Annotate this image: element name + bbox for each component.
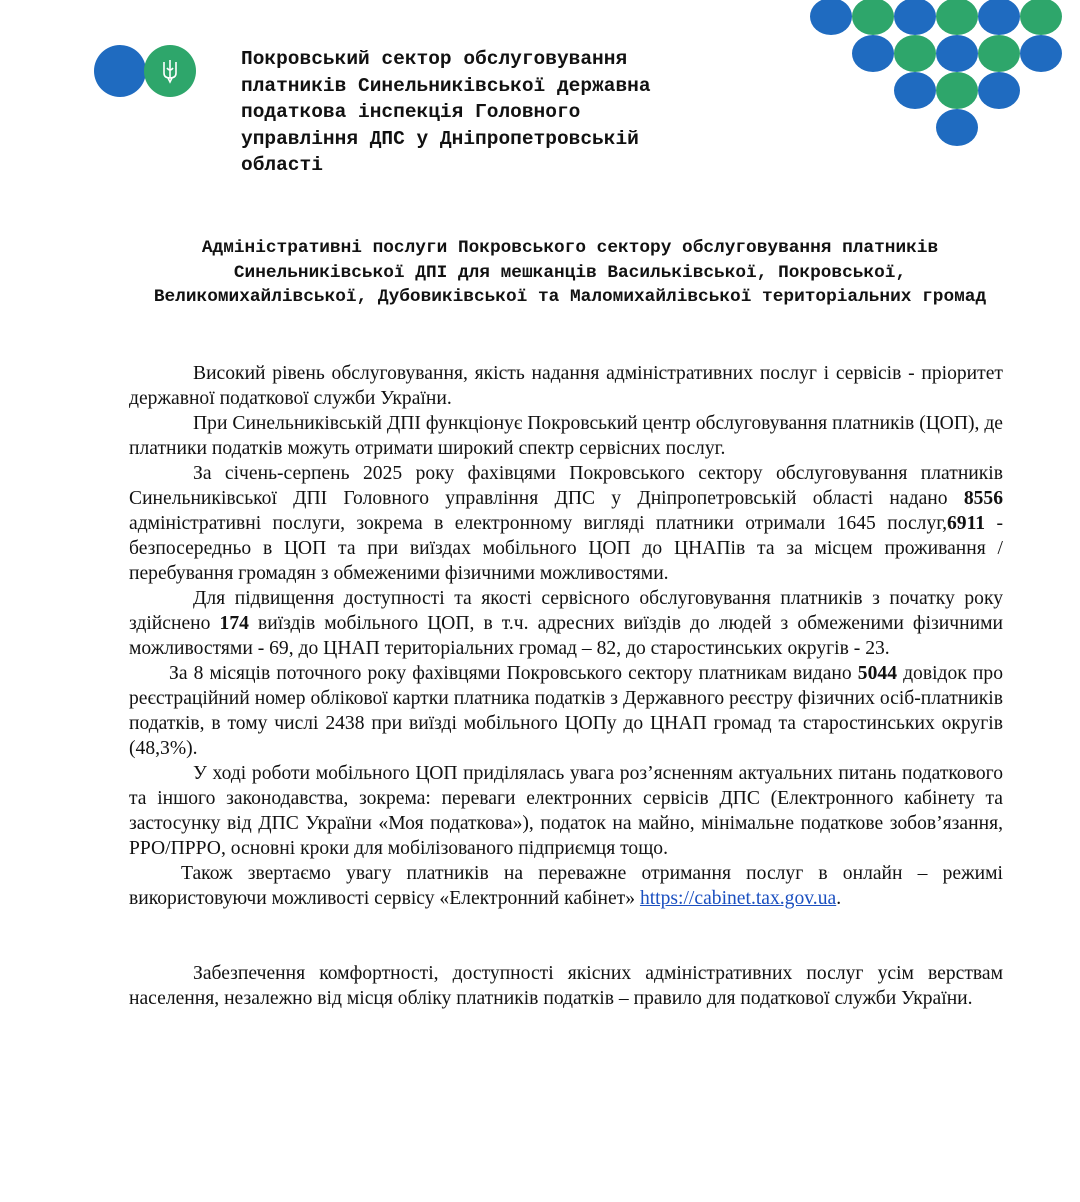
direct-services-count: 6911	[946, 513, 986, 534]
paragraph-consultations: У ході роботи мобільного ЦОП приділялась увага роз’ясненням актуальних питань податкового та іншого законодавства, зокрема: переваги електронних сервісів ДПС (Електронного кабінету та застосунку від ДПС України «Моя податкова»), податок на майно, мінімальне податкове зобов’язання, РРО/ПРРО, основні кроки для мобілізованого підприємця тощо.	[129, 763, 1003, 859]
decorative-dot	[1020, 0, 1062, 35]
tax-service-logo	[94, 45, 198, 97]
mobile-trips-count: 174	[219, 613, 249, 634]
paragraph-cop-center: При Синельниківській ДПІ функціонує Покровський центр обслуговування платників (ЦОП), де платники податків можуть отримати широкий спектр сервісних послуг.	[129, 413, 1003, 459]
organization-name: Покровський сектор обслуговування платників Синельниківської державна податкова інспекція Головного управління ДПС у Дніпропетровській області	[241, 48, 651, 176]
decorative-dot	[936, 0, 978, 35]
logo-blue-circle	[94, 45, 146, 97]
decorative-dot	[894, 0, 936, 35]
decorative-dot	[936, 109, 978, 146]
paragraph-priority: Високий рівень обслуговування, якість надання адміністративних послуг і сервісів - пріоритет державної податкової служби України.	[129, 363, 1003, 409]
paragraph-conclusion: Забезпечення комфортності, доступності якісних адміністративних послуг усім верствам населення, незалежно від місця обліку платників податків – правило для податкової служби України.	[129, 963, 1003, 1009]
decorative-dot	[1020, 35, 1062, 72]
logo-green-circle	[144, 45, 196, 97]
trident-icon	[161, 58, 179, 84]
decorative-dot	[978, 72, 1020, 109]
decorative-dot	[894, 72, 936, 109]
decorative-dot	[810, 0, 852, 35]
total-services-count: 8556	[963, 488, 1003, 509]
decorative-dot	[978, 35, 1020, 72]
decorative-dot	[852, 35, 894, 72]
document-title: Адміністративні послуги Покровського сектору обслуговування платників Синельниківської ДПІ для мешканців Васильківської, Покровської, Великомихайлівської, Дубовиківської та Маломихайлівської територіальних громад	[153, 238, 987, 307]
decorative-dot	[936, 72, 978, 109]
document-body	[129, 361, 1003, 1011]
decorative-dot	[852, 0, 894, 35]
decorative-dot	[894, 35, 936, 72]
paragraph-certificates: За 8 місяців поточного року фахівцями Покровського сектору платникам видано 5044 довідок про реєстраційний номер облікової картки платника податків з Державного реєстру фізичних осіб-платників податків, в тому числі 2438 при виїзді мобільного ЦОПу до ЦНАП громад та старостинських округів (48,3%).	[129, 663, 1003, 759]
cabinet-link[interactable]: https://cabinet.tax.gov.ua	[639, 888, 837, 909]
decorative-dot	[978, 0, 1020, 35]
certificates-count: 5044	[857, 663, 897, 684]
paragraph-online-services: Також звертаємо увагу платників на переважне отримання послуг в онлайн – режимі використовуючи можливості сервісу «Електронний кабінет» https://cabinet.tax.gov.ua.	[129, 863, 1003, 909]
paragraph-mobile-trips: Для підвищення доступності та якості сервісного обслуговування платників з початку року здійснено 174 виїздів мобільного ЦОП, в т.ч. адресних виїздів до людей з обмеженими фізичними можливостями - 69, до ЦНАП територіальних громад – 82, до старостинських округів - 23.	[129, 588, 1003, 659]
decorative-dot	[936, 35, 978, 72]
decorative-dots	[810, 0, 1080, 160]
paragraph-services-stats: За січень-серпень 2025 року фахівцями Покровського сектору обслуговування платників Синельниківської ДПІ Головного управління ДПС у Дніпропетровській області надано 8556 адміністративні послуги, зокрема в електронному вигляді платники отримали 1645 послуг,6911 - безпосередньо в ЦОП та при виїздах мобільного ЦОП до ЦНАПів та за місцем проживання / перебування громадян з обмеженими фізичними можливостями.	[129, 463, 1003, 584]
